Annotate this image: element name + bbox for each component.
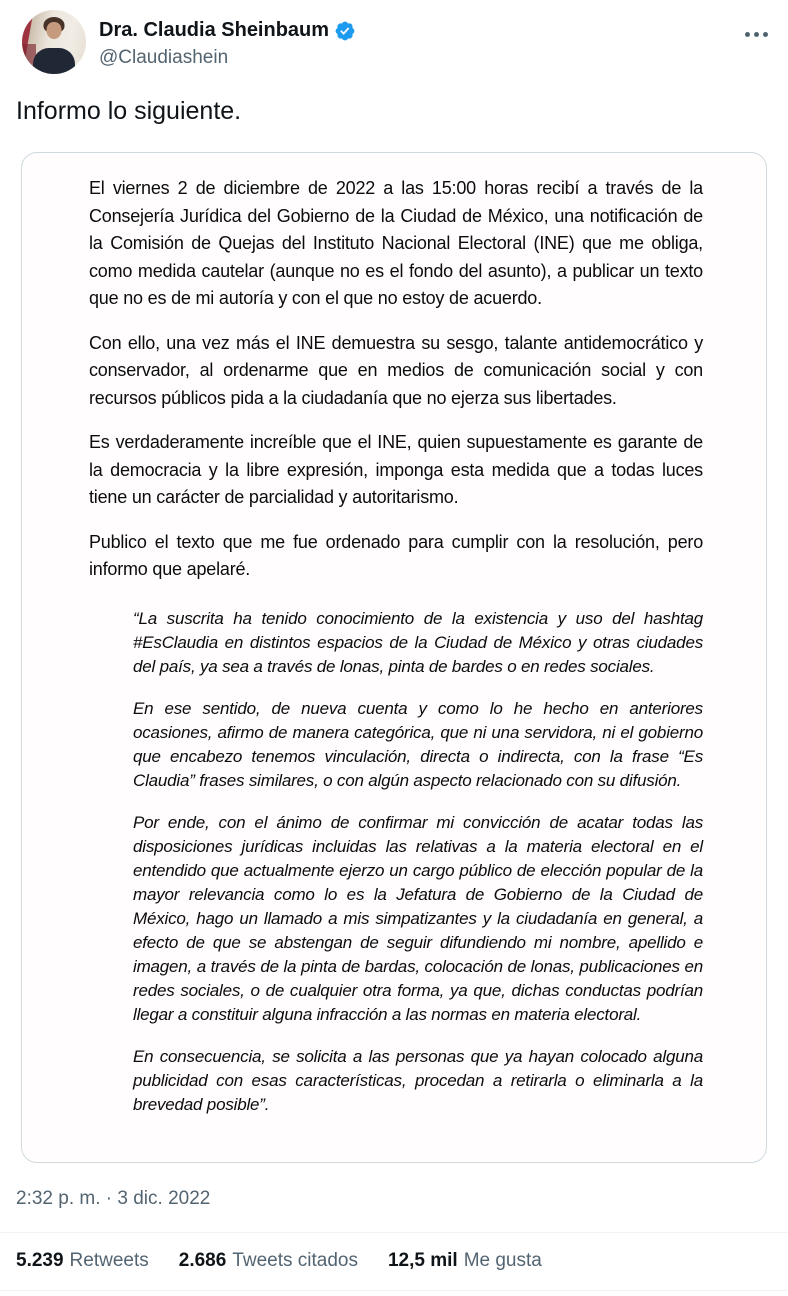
tweet-text: Informo lo siguiente. xyxy=(16,97,242,125)
document-paragraph: Con ello, una vez más el INE demuestra su sesgo, talante antidemocrático y conservador, al ordenarme que en medios de comunicación social y con recursos públicos pida a la ciudadanía que no ejerza sus libertades. xyxy=(89,332,703,408)
more-button[interactable] xyxy=(734,22,768,46)
document-content xyxy=(22,153,766,1145)
document-quote-paragraph: Por ende, con el ánimo de confirmar mi convicción de acatar todas las disposiciones jurídicas incluidas las relativas a la materia electoral en el entendido que actualmente ejerzo un cargo público de elección popular de la mayor relevancia como lo es la Jefatura de Gobierno de la Ciudad de México, hago un llamado a mis simpatizantes y la ciudadanía en general, a efecto de que se abstengan de seguir difundiendo mi nombre, apellido e imagen, a través de la pinta de bardas, colocación de lonas, publicaciones en redes sociales, o de cualquier otra forma, ya que, dichas conductas podrían llegar a constituir alguna infracción a las normas en materia electoral. xyxy=(133,812,703,1024)
avatar-face xyxy=(47,22,62,39)
likes-stat[interactable] xyxy=(388,1249,542,1273)
attached-image[interactable] xyxy=(21,152,767,1163)
likes-count: 12,5 mil xyxy=(387,1250,458,1271)
avatar[interactable] xyxy=(22,10,86,74)
display-name[interactable]: Dra. Claudia Sheinbaum xyxy=(99,19,330,41)
ellipsis-icon xyxy=(745,32,750,37)
quote-tweets-stat[interactable] xyxy=(179,1249,358,1273)
retweets-stat[interactable] xyxy=(16,1249,149,1273)
document-paragraph: Es verdaderamente increíble que el INE, quien supuestamente es garante de la democracia y la libre expresión, imponga esta medida que a todas luces tiene un carácter de parcialidad y autoritarismo. xyxy=(89,432,703,507)
document-quote-paragraph: “La suscrita ha tenido conocimiento de la existencia y uso del hashtag #EsClaudia en distintos espacios de la Ciudad de México y otras ciudades del país, ya sea a través de lonas, pinta de bardes o en redes sociales. xyxy=(133,608,703,676)
retweets-count: 5.239 xyxy=(16,1250,64,1271)
tweet-footer xyxy=(0,1166,788,1296)
document-paragraph: El viernes 2 de diciembre de 2022 a las 15:00 horas recibí a través de la Consejería Jurídica del Gobierno de la Ciudad de México, una notificación de la Comisión de Quejas del Instituto Nacional Electoral (INE) que me obliga, como medida cautelar (aunque no es el fondo del asunto), a publicar un texto que no es de mi autoría y con el que no estoy de acuerdo. xyxy=(89,178,703,308)
retweets-label: Retweets xyxy=(69,1250,149,1271)
likes-label: Me gusta xyxy=(463,1250,542,1271)
identity-block xyxy=(99,10,356,74)
quote-tweets-label: Tweets citados xyxy=(232,1250,358,1271)
stats-bar xyxy=(0,1233,788,1290)
document-paragraph: Publico el texto que me fue ordenado para cumplir con la resolución, pero informo que apelaré. xyxy=(89,531,703,579)
document-quote-paragraph: En ese sentido, de nueva cuenta y como lo he hecho en anteriores ocasiones, afirmo de manera categórica, que ni una servidora, ni el gobierno que encabezo tenemos vinculación, directa o indirecta, con la frase “Es Claudia” frases similares, o con algún aspecto relacionado con su difusión. xyxy=(133,698,703,790)
avatar-torso xyxy=(33,48,75,74)
timestamp[interactable]: 2:32 p. m. · 3 dic. 2022 xyxy=(16,1188,211,1209)
user-handle[interactable]: @Claudiashein xyxy=(99,47,229,68)
verified-badge-icon xyxy=(334,20,356,42)
quote-tweets-count: 2.686 xyxy=(178,1250,227,1271)
document-quote-paragraph: En consecuencia, se solicita a las personas que ya hayan colocado alguna publicidad con esas características, procedan a retirarla o eliminarla a la brevedad posible”. xyxy=(133,1046,703,1114)
tweet-header xyxy=(0,0,788,74)
